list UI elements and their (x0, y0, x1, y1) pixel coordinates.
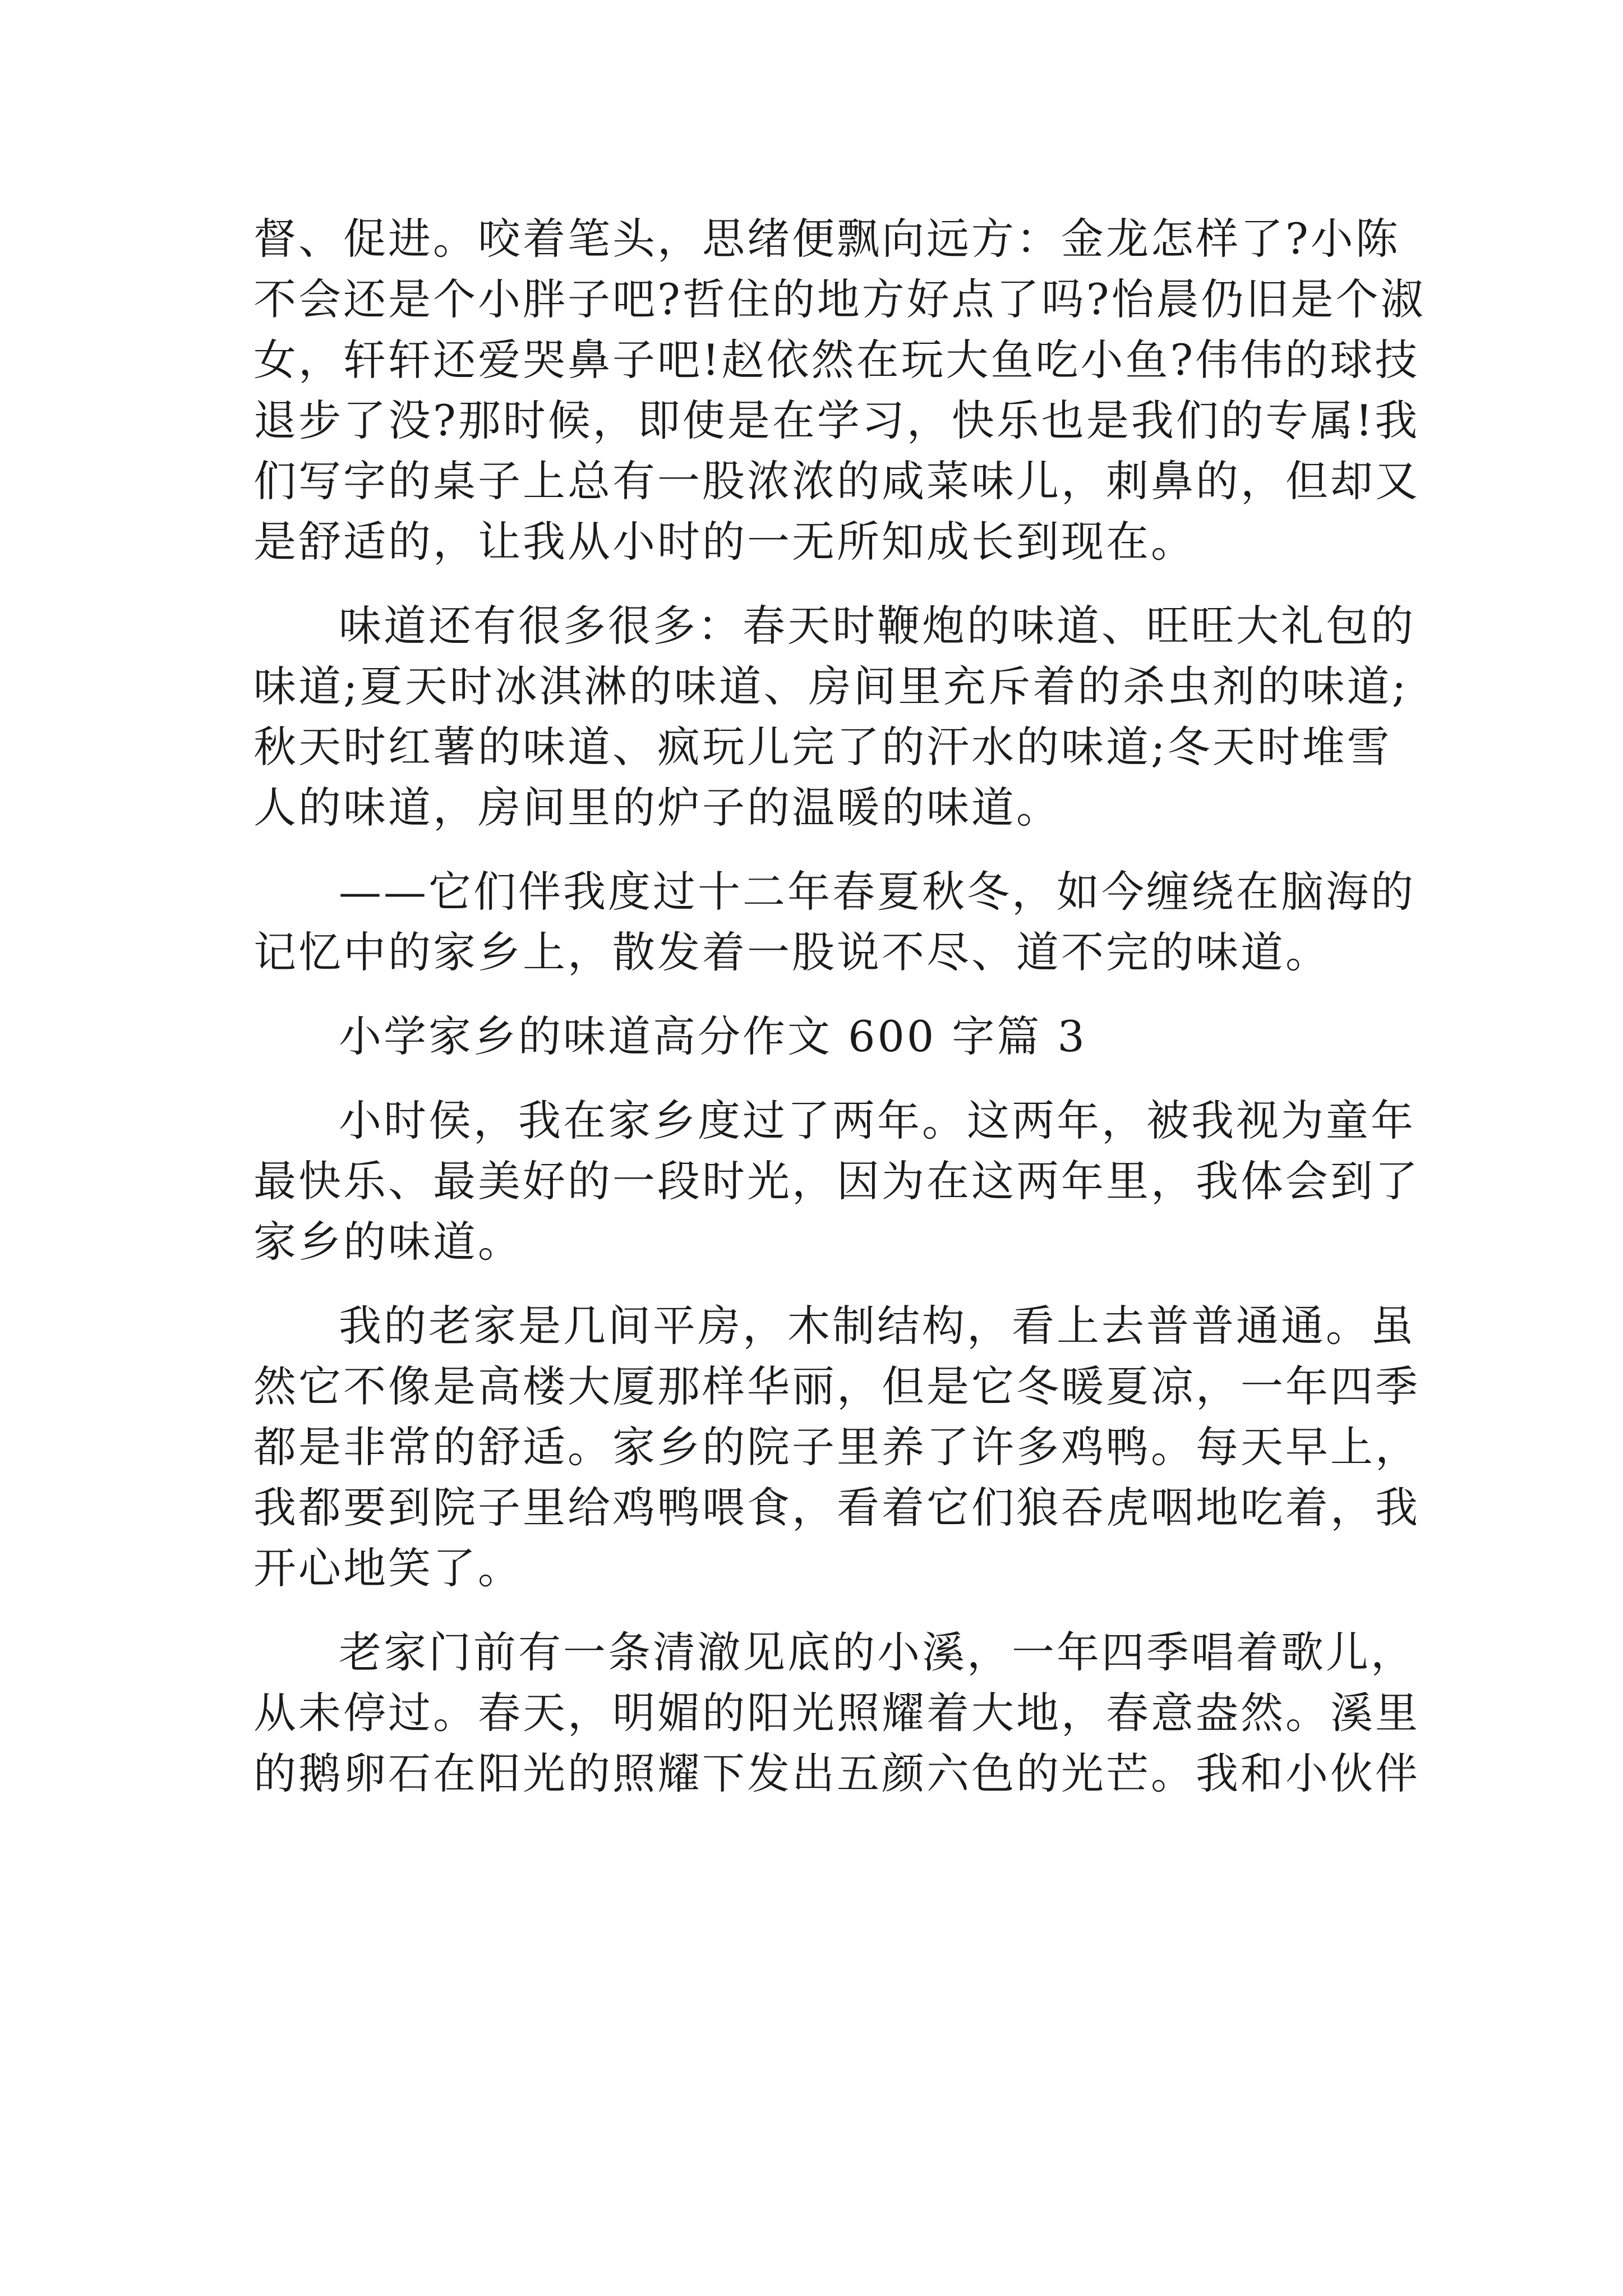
paragraph-4 (253, 1091, 1420, 1272)
text-line: 开心地笑了。 (253, 1543, 523, 1593)
paragraph-3 (253, 862, 1415, 983)
text-line: 女，轩轩还爱哭鼻子吧!赵依然在玩大鱼吃小鱼?伟伟的球技 (253, 335, 1420, 385)
text-line: 是舒适的，让我从小时的一无所知成长到现在。 (253, 517, 1196, 567)
text-line: ——它们伴我度过十二年春夏秋冬，如今缠绕在脑海的 (339, 867, 1415, 917)
text-line: 秋天时红薯的味道、疯玩儿完了的汗水的味道;冬天时堆雪 (253, 722, 1392, 772)
text-line: 记忆中的家乡上，散发着一股说不尽、道不完的味道。 (253, 927, 1330, 977)
text-line: 都是非常的舒适。家乡的院子里养了许多鸡鸭。每天早上， (253, 1422, 1420, 1472)
text-line: 小时侯，我在家乡度过了两年。这两年，被我视为童年 (339, 1096, 1415, 1145)
text-line: 我的老家是几间平房，木制结构，看上去普普通通。虽 (339, 1301, 1415, 1351)
text-line: 味道;夏天时冰淇淋的味道、房间里充斥着的杀虫剂的味道; (253, 661, 1409, 711)
text-line: 督、促进。咬着笔头，思绪便飘向远方：金龙怎样了?小陈 (253, 214, 1400, 264)
paragraph-1 (253, 209, 1426, 572)
text-line: 人的味道，房间里的炉子的温暖的味道。 (253, 783, 1061, 832)
section-title: 小学家乡的味道高分作文 600 字篇 3 (339, 1011, 1087, 1061)
paragraph-2 (253, 596, 1415, 838)
text-line: 老家门前有一条清澈见底的小溪，一年四季唱着歌儿， (339, 1627, 1415, 1677)
text-line: 们写字的桌子上总有一股浓浓的咸菜味儿，刺鼻的，但却又 (253, 456, 1420, 506)
text-line: 我都要到院子里给鸡鸭喂食，看着它们狼吞虎咽地吃着，我 (253, 1483, 1420, 1533)
text-line: 从未停过。春天，明媚的阳光照耀着大地，春意盎然。溪里 (253, 1688, 1420, 1738)
paragraph-5 (253, 1296, 1420, 1599)
essay-body (253, 209, 1426, 1804)
text-line: 不会还是个小胖子吧?哲住的地方好点了吗?怡晨仍旧是个淑 (253, 274, 1426, 324)
text-line: 家乡的味道。 (253, 1217, 523, 1267)
text-line: 最快乐、最美好的一段时光，因为在这两年里，我体会到了 (253, 1156, 1420, 1206)
text-line: 退步了没?那时候，即使是在学习，快乐也是我们的专属!我 (253, 395, 1420, 445)
section-heading (253, 1006, 1375, 1067)
text-line: 然它不像是高楼大厦那样华丽，但是它冬暖夏凉，一年四季 (253, 1361, 1420, 1411)
text-line: 味道还有很多很多：春天时鞭炮的味道、旺旺大礼包的 (339, 601, 1415, 651)
text-line: 的鹅卵石在阳光的照耀下发出五颜六色的光芒。我和小伙伴 (253, 1749, 1420, 1798)
paragraph-6 (253, 1622, 1420, 1804)
